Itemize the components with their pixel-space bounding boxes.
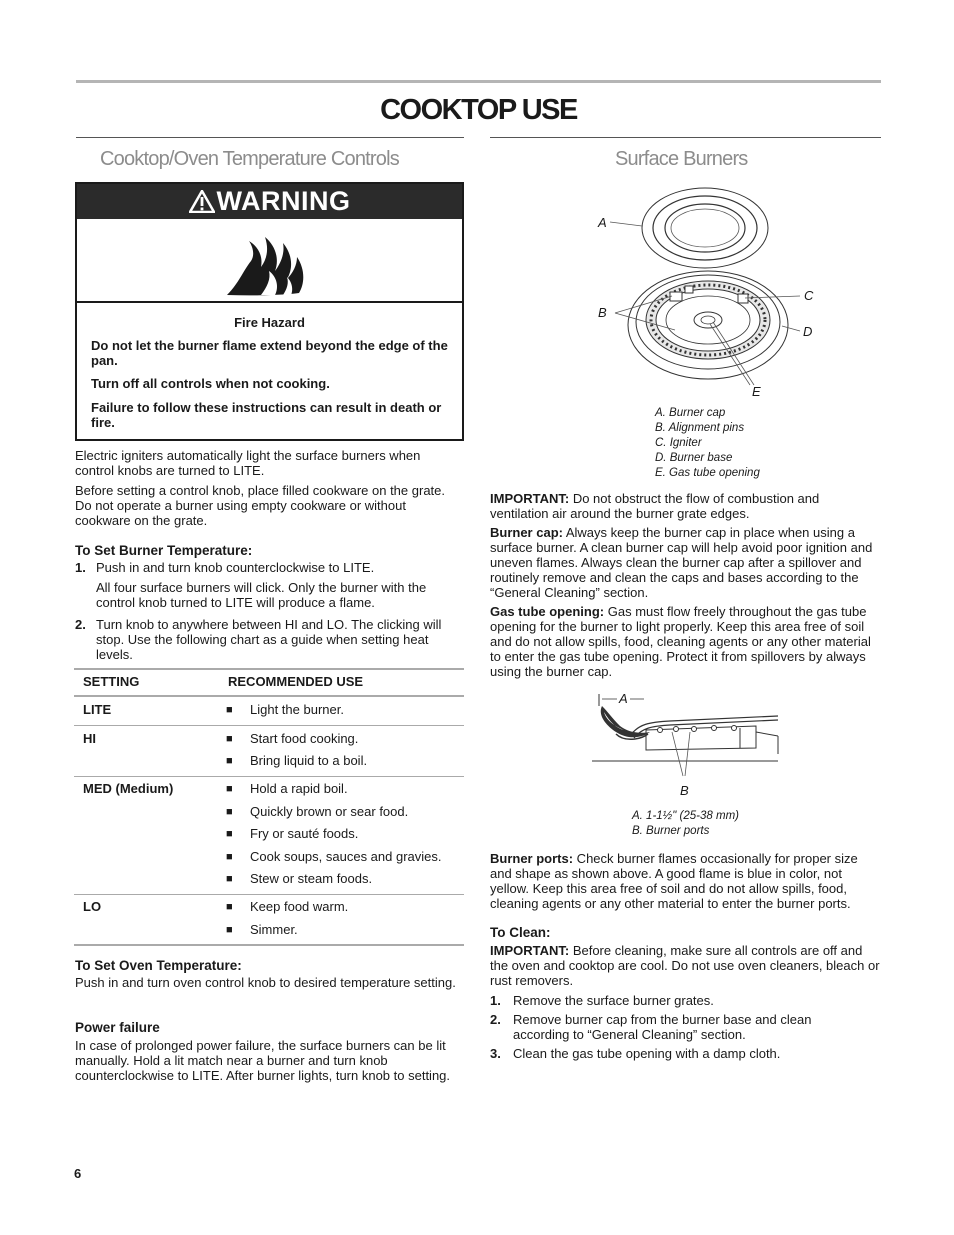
table-setting: HI xyxy=(83,731,96,746)
table-use: Keep food warm. xyxy=(250,899,349,914)
step-note: All four surface burners will click. Only the burner with the control knob turned to LITE will produce a flame. xyxy=(96,580,427,610)
left-column-rule xyxy=(76,137,464,138)
step-text: Turn knob to anywhere between HI and LO. The clicking will stop. Use the following chart as a guide when setting heat levels. xyxy=(96,617,442,662)
paragraph-lead: Burner cap: xyxy=(490,525,563,540)
warning-line: Turn off all controls when not cooking. xyxy=(91,376,330,391)
flame-icon xyxy=(225,229,315,297)
table-use: Simmer. xyxy=(250,922,298,937)
bullet: ■ xyxy=(226,806,233,818)
table-rule xyxy=(74,894,464,895)
burner-cap-paragraph xyxy=(490,525,880,600)
table-rule xyxy=(74,944,464,946)
step-text: Remove the surface burner grates. xyxy=(513,993,714,1008)
table-header-use: RECOMMENDED USE xyxy=(228,674,364,689)
right-column-rule xyxy=(490,137,881,138)
diagram-label: A xyxy=(619,691,628,706)
step-text: Clean the gas tube opening with a damp cloth. xyxy=(513,1046,781,1061)
bullet: ■ xyxy=(226,901,233,913)
table-use: Light the burner. xyxy=(250,702,344,717)
table-header-setting: SETTING xyxy=(83,674,140,689)
step-number: 2. xyxy=(490,1012,501,1027)
table-use: Fry or sauté foods. xyxy=(250,826,359,841)
table-setting: LITE xyxy=(83,702,112,717)
warning-header xyxy=(77,184,462,219)
power-failure-heading: Power failure xyxy=(75,1020,160,1035)
step-number: 1. xyxy=(490,993,501,1008)
warning-triangle-icon xyxy=(189,190,215,213)
diagram-label: B xyxy=(680,783,689,798)
to-clean-paragraph xyxy=(490,943,880,988)
diagram-caption: B. Alignment pins xyxy=(655,422,745,434)
step-text: Remove burner cap from the burner base and clean according to “General Cleaning” section. xyxy=(513,1012,812,1042)
bullet: ■ xyxy=(226,851,233,863)
diagram-label: A xyxy=(598,215,607,230)
section-title-controls: Cooktop/Oven Temperature Controls xyxy=(100,148,399,170)
diagram-caption: A. Burner cap xyxy=(655,407,726,419)
section-title-burners: Surface Burners xyxy=(615,148,748,170)
to-clean-heading: To Clean: xyxy=(490,925,551,940)
diagram-caption: D. Burner base xyxy=(655,452,733,464)
bullet: ■ xyxy=(226,704,233,716)
diagram-label: C xyxy=(804,288,814,303)
diagram-caption: A. 1-1½" (25-38 mm) xyxy=(632,810,739,822)
paragraph-text: Before cleaning, make sure all controls are off and the oven and cooktop are cool. Do not use oven cleaners, bleach or rust removers. xyxy=(490,943,880,988)
top-rule xyxy=(76,80,881,83)
paragraph-lead: IMPORTANT: xyxy=(490,491,570,506)
table-use: Hold a rapid boil. xyxy=(250,781,348,796)
power-failure-text: In case of prolonged power failure, the surface burners can be lit manually. Hold a lit match near a burner and turn knob counterclockwise to LITE. After burner lights, turn knob to setting. xyxy=(75,1038,451,1083)
table-setting: MED (Medium) xyxy=(83,781,174,796)
paragraph-lead: IMPORTANT: xyxy=(490,943,570,958)
diagram-label: E xyxy=(752,384,761,399)
paragraph-text: Check burner flames occasionally for proper size and shape as shown above. A good flame is blue in color, not yellow. Keep this area free of soil and do not allow spills, food, cleaning agents or any other material to enter the burner ports. xyxy=(490,851,858,911)
step-text: Push in and turn knob counterclockwise to LITE. xyxy=(96,560,375,575)
step-number: 2. xyxy=(75,617,86,632)
diagram-label: D xyxy=(803,324,813,339)
step-number: 3. xyxy=(490,1046,501,1061)
hazard-title: Fire Hazard xyxy=(234,315,305,330)
paragraph-text: Gas must flow freely throughout the gas tube opening for the burner to light properly. Keep this area free of soil and do not allow spills, food, cleaning agents or any other material to enter the gas tube opening. Protect it from spillovers by always using the burner cap. xyxy=(490,604,871,679)
table-use: Start food cooking. xyxy=(250,731,359,746)
oven-temp-text: Push in and turn oven control knob to desired temperature setting. xyxy=(75,975,456,990)
diagram-caption: E. Gas tube opening xyxy=(655,467,760,479)
burner-temp-heading: To Set Burner Temperature: xyxy=(75,543,253,558)
paragraph-text: Always keep the burner cap in place when using a surface burner. A clean burner cap will help avoid poor ignition and uneven flames. Always clean the burner cap after a spillover and routinely remove and clean the caps and bases according to the “General Cleaning” section. xyxy=(490,525,873,600)
table-use: Cook soups, sauces and gravies. xyxy=(250,849,442,864)
table-use: Bring liquid to a boil. xyxy=(250,753,368,768)
diagram-caption: B. Burner ports xyxy=(632,825,710,837)
table-use: Stew or steam foods. xyxy=(250,871,373,886)
page-title: COOKTOP USE xyxy=(380,94,577,126)
bullet: ■ xyxy=(226,924,233,936)
warning-box xyxy=(75,182,464,441)
important-paragraph xyxy=(490,491,880,521)
paragraph-text: Do not obstruct the flow of combustion and ventilation air around the burner grate edges. xyxy=(490,491,820,521)
bullet: ■ xyxy=(226,873,233,885)
fire-hazard-image xyxy=(77,219,462,303)
table-use: Quickly brown or sear food. xyxy=(250,804,409,819)
burner-diagram xyxy=(590,180,830,410)
step-number: 1. xyxy=(75,560,86,575)
warning-line: Do not let the burner flame extend beyond the edge of the pan. xyxy=(91,338,448,368)
table-rule xyxy=(74,776,464,777)
burner-exploded-illustration xyxy=(590,180,830,410)
page-number: 6 xyxy=(74,1166,82,1181)
bullet: ■ xyxy=(226,755,233,767)
intro-paragraph: Electric igniters automatically light the surface burners when control knobs are turned to LITE. xyxy=(75,448,421,478)
warning-line: Failure to follow these instructions can result in death or fire. xyxy=(91,400,442,430)
diagram-label: B xyxy=(598,305,607,320)
flame-diagram xyxy=(590,688,785,798)
bullet: ■ xyxy=(226,783,233,795)
paragraph-lead: Burner ports: xyxy=(490,851,574,866)
table-rule xyxy=(74,695,464,697)
paragraph-lead: Gas tube opening: xyxy=(490,604,605,619)
gas-tube-paragraph xyxy=(490,604,880,679)
intro-paragraph: Before setting a control knob, place filled cookware on the grate. Do not operate a burner using empty cookware or without cookware on the grate. xyxy=(75,483,445,528)
bullet: ■ xyxy=(226,733,233,745)
table-setting: LO xyxy=(83,899,102,914)
bullet: ■ xyxy=(226,828,233,840)
table-rule xyxy=(74,725,464,726)
table-rule xyxy=(74,668,464,670)
warning-label: WARNING xyxy=(216,186,351,216)
burner-ports-paragraph xyxy=(490,851,880,911)
oven-temp-heading: To Set Oven Temperature: xyxy=(75,958,242,973)
diagram-caption: C. Igniter xyxy=(655,437,702,449)
